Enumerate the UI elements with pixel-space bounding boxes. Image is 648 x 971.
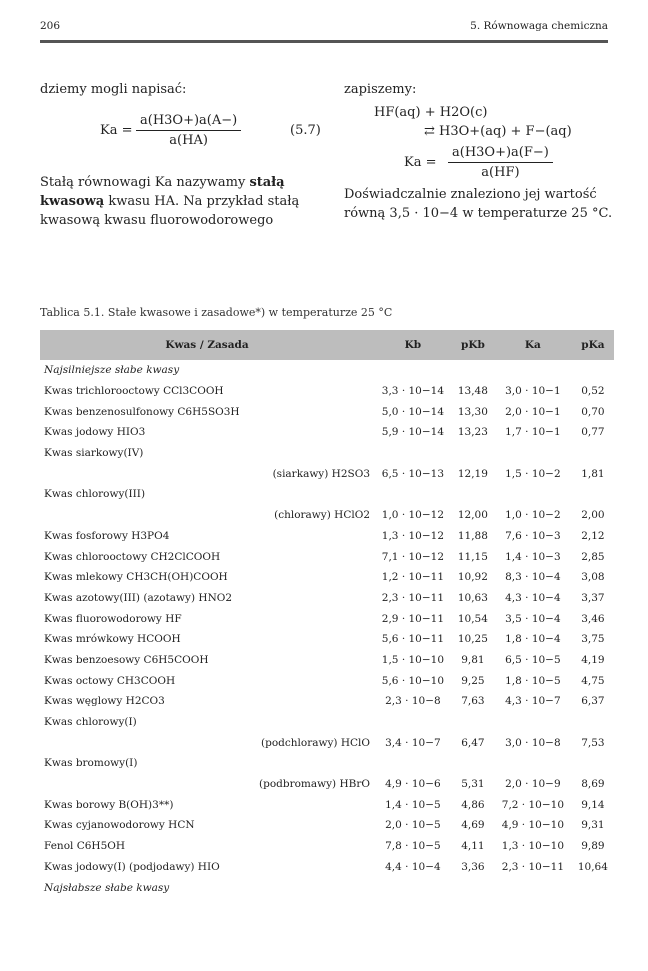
ka-value: 4,3 · 10−7: [505, 695, 561, 708]
right-paragraph: Doświadczalnie znaleziono jej wartość równą 3,5 · 10−4 w temperaturze 25 °C.: [344, 187, 613, 221]
table-row: [40, 526, 614, 547]
table-row: [40, 836, 614, 857]
table-row: [40, 670, 614, 691]
table-row: [40, 691, 614, 712]
kb-value: 4,4 · 10−4: [385, 860, 441, 873]
kb-value: 3,3 · 10−14: [381, 385, 445, 398]
kb-value: 5,6 · 10−11: [381, 633, 445, 646]
pka-value: 2,85: [581, 550, 605, 563]
pkb-value: 11,88: [457, 529, 488, 542]
pkb-value: 12,00: [457, 509, 488, 522]
pka-value: [572, 753, 614, 774]
page-header: [40, 20, 608, 34]
pka-value: 9,14: [581, 798, 605, 811]
pka-value: [572, 712, 614, 733]
pkb-value: [452, 753, 494, 774]
category-row-weak: [40, 877, 614, 898]
header-rule: [40, 40, 608, 43]
reaction-line-2: ⇄ H3O+(aq) + F−(aq): [424, 124, 572, 139]
eq-fraction: [136, 111, 241, 150]
pkb-value: 4,86: [461, 798, 485, 811]
table-row: [40, 463, 614, 484]
pkb-value: 4,11: [461, 840, 485, 853]
acid-name: (chlorawy) HClO2: [274, 509, 370, 522]
kb-value: 1,0 · 10−12: [381, 509, 445, 522]
right-intro: zapiszemy:: [344, 82, 417, 97]
right-column: [344, 80, 614, 223]
ka-value: 6,5 · 10−5: [505, 653, 561, 666]
category-weak: Najsłabsze słabe kwasy: [44, 881, 170, 894]
left-p1-bold: stałą kwasową: [40, 175, 285, 209]
pka-value: 6,37: [581, 695, 605, 708]
category-row-strong: [40, 360, 614, 381]
table-header-row: [40, 330, 614, 360]
kb-value: 4,9 · 10−6: [385, 778, 441, 791]
table-row: [40, 857, 614, 878]
table-row: [40, 381, 614, 402]
reaction-line-1: HF(aq) + H2O(c): [374, 105, 488, 120]
equation-5-7: [40, 99, 332, 163]
kb-value: 3,4 · 10−7: [385, 736, 441, 749]
eq2-denominator: a(HF): [481, 165, 520, 180]
kb-value: 2,3 · 10−8: [385, 695, 441, 708]
equation-ka-hf: [344, 141, 614, 185]
kb-value: [374, 443, 452, 464]
acid-name: Kwas chlorooctowy CH2ClCOOH: [44, 550, 221, 563]
pka-value: 3,75: [581, 633, 605, 646]
pkb-value: [452, 484, 494, 505]
table-row: [40, 484, 614, 505]
col-header-ka: Ka: [494, 330, 572, 360]
table-row: [40, 567, 614, 588]
table-row: [40, 401, 614, 422]
pka-value: 0,70: [581, 405, 605, 418]
ka-value: 1,3 · 10−10: [501, 840, 564, 853]
pka-value: 9,89: [581, 840, 605, 853]
pka-value: 3,46: [581, 612, 605, 625]
kb-value: 7,1 · 10−12: [381, 550, 445, 563]
left-p1: Stałą równowagi Ka nazywamy: [40, 175, 246, 190]
acid-name: Kwas mrówkowy HCOOH: [44, 633, 181, 646]
kb-value: 1,4 · 10−5: [385, 798, 441, 811]
ka-value: 3,0 · 10−8: [505, 736, 561, 749]
pkb-value: 5,31: [461, 778, 485, 791]
pkb-value: 9,25: [461, 674, 485, 687]
pkb-value: 10,54: [457, 612, 488, 625]
kb-value: 1,3 · 10−12: [381, 529, 445, 542]
acid-name: Kwas benzoesowy C6H5COOH: [44, 653, 209, 666]
table-row: [40, 650, 614, 671]
category-strong: Najsilniejsze słabe kwasy: [44, 364, 180, 377]
acid-constants-table: [40, 330, 614, 898]
ka-value: 7,2 · 10−10: [501, 798, 564, 811]
pkb-value: [452, 443, 494, 464]
pkb-value: [452, 712, 494, 733]
acid-name: Kwas benzenosulfonowy C6H5SO3H: [44, 405, 240, 418]
pka-value: 8,69: [581, 778, 605, 791]
table-row: [40, 422, 614, 443]
left-p2: kwasu HA. Na przykład stałą kwasową kwasu fluorowodorowego: [40, 194, 300, 228]
acid-name: Kwas jodowy(I) (podjodawy) HIO: [44, 860, 220, 873]
left-column: [40, 80, 332, 230]
ka-value: [494, 712, 572, 733]
pkb-value: 11,15: [457, 550, 488, 563]
acid-name: Kwas cyjanowodorowy HCN: [44, 819, 195, 832]
kb-value: [374, 484, 452, 505]
eq-denominator: a(HA): [169, 133, 208, 148]
ka-value: 2,0 · 10−1: [505, 405, 561, 418]
table-row: [40, 443, 614, 464]
ka-value: 1,8 · 10−5: [505, 674, 561, 687]
col-header-pka: pKa: [572, 330, 614, 360]
pka-value: [572, 484, 614, 505]
ka-value: [494, 753, 572, 774]
pka-value: 1,81: [581, 467, 605, 480]
table-row: [40, 608, 614, 629]
pkb-value: 3,36: [461, 860, 485, 873]
table-row: [40, 588, 614, 609]
kb-value: 5,0 · 10−14: [381, 405, 445, 418]
kb-value: 5,9 · 10−14: [381, 426, 445, 439]
pka-value: 2,12: [581, 529, 605, 542]
ka-value: 3,0 · 10−1: [505, 385, 561, 398]
pka-value: 7,53: [581, 736, 605, 749]
eq-numerator: a(H3O+)a(A−): [136, 111, 241, 131]
kb-value: [374, 712, 452, 733]
pkb-value: 10,92: [457, 571, 488, 584]
table-row: [40, 794, 614, 815]
pkb-value: 10,63: [457, 591, 488, 604]
pka-value: 4,19: [581, 653, 605, 666]
pkb-value: 13,23: [457, 426, 488, 439]
ka-value: 2,0 · 10−9: [505, 778, 561, 791]
acid-name: (podchlorawy) HClO: [261, 736, 370, 749]
kb-value: 2,9 · 10−11: [381, 612, 445, 625]
eq-number: (5.7): [290, 123, 321, 138]
pkb-value: 9,81: [461, 653, 485, 666]
ka-value: 8,3 · 10−4: [505, 571, 561, 584]
acid-name: Kwas chlorowy(III): [44, 488, 146, 501]
ka-value: 1,0 · 10−2: [505, 509, 561, 522]
table-row: [40, 732, 614, 753]
eq2-lhs: Ka =: [404, 155, 437, 170]
pkb-value: 10,25: [457, 633, 488, 646]
kb-value: 6,5 · 10−13: [381, 467, 445, 480]
left-intro: dziemy mogli napisać:: [40, 82, 187, 97]
pka-value: 0,52: [581, 385, 605, 398]
ka-value: 1,7 · 10−1: [505, 426, 561, 439]
ka-value: 3,5 · 10−4: [505, 612, 561, 625]
kb-value: 1,2 · 10−11: [381, 571, 445, 584]
pka-value: 10,64: [577, 860, 608, 873]
ka-value: 4,9 · 10−10: [501, 819, 564, 832]
kb-value: 5,6 · 10−10: [381, 674, 445, 687]
table-row: [40, 753, 614, 774]
acid-name: Kwas azotowy(III) (azotawy) HNO2: [44, 591, 233, 604]
table-row: [40, 505, 614, 526]
acid-name: Fenol C6H5OH: [44, 840, 126, 853]
kb-value: 7,8 · 10−5: [385, 840, 441, 853]
left-paragraph: [40, 173, 332, 230]
pkb-value: 13,48: [457, 385, 488, 398]
pkb-value: 13,30: [457, 405, 488, 418]
acid-name: (siarkawy) H2SO3: [272, 467, 370, 480]
acid-name: Kwas węglowy H2CO3: [44, 695, 165, 708]
table-row: [40, 712, 614, 733]
acid-name: Kwas jodowy HIO3: [44, 426, 146, 439]
ka-value: 1,8 · 10−4: [505, 633, 561, 646]
ka-value: 4,3 · 10−4: [505, 591, 561, 604]
pka-value: 3,37: [581, 591, 605, 604]
col-header-acid: Kwas / Zasada: [40, 330, 374, 360]
pkb-value: 7,63: [461, 695, 485, 708]
acid-name: Kwas fosforowy H3PO4: [44, 529, 170, 542]
chapter-title: 5. Równowaga chemiczna: [470, 20, 608, 32]
ka-value: 2,3 · 10−11: [501, 860, 564, 873]
col-header-pkb: pKb: [452, 330, 494, 360]
kb-value: 2,0 · 10−5: [385, 819, 441, 832]
acid-name: Kwas octowy CH3COOH: [44, 674, 176, 687]
pkb-value: 12,19: [457, 467, 488, 480]
ka-value: [494, 443, 572, 464]
acid-name: Kwas mlekowy CH3CH(OH)COOH: [44, 571, 228, 584]
table-row: [40, 629, 614, 650]
pka-value: 2,00: [581, 509, 605, 522]
col-header-kb: Kb: [374, 330, 452, 360]
table-row: [40, 546, 614, 567]
table-row: [40, 774, 614, 795]
table-caption: Tablica 5.1. Stałe kwasowe i zasadowe*) w temperaturze 25 °C: [40, 306, 393, 319]
acid-name: Kwas borowy B(OH)3**): [44, 798, 174, 811]
ka-value: 7,6 · 10−3: [505, 529, 561, 542]
pka-value: 4,75: [581, 674, 605, 687]
pka-value: 3,08: [581, 571, 605, 584]
pkb-value: 6,47: [461, 736, 485, 749]
table-body: [40, 360, 614, 898]
acid-name: Kwas trichlorooctowy CCl3COOH: [44, 385, 224, 398]
ka-value: [494, 484, 572, 505]
kb-value: 2,3 · 10−11: [381, 591, 445, 604]
eq2-fraction: [448, 143, 553, 182]
page-number: 206: [40, 20, 61, 32]
acid-name: Kwas fluorowodorowy HF: [44, 612, 182, 625]
pka-value: [572, 443, 614, 464]
acid-name: Kwas siarkowy(IV): [44, 447, 144, 460]
pka-value: 0,77: [581, 426, 605, 439]
table-row: [40, 815, 614, 836]
kb-value: 1,5 · 10−10: [381, 653, 445, 666]
acid-name: (podbromawy) HBrO: [259, 778, 370, 791]
pkb-value: 4,69: [461, 819, 485, 832]
pka-value: 9,31: [581, 819, 605, 832]
acid-name: Kwas bromowy(I): [44, 757, 138, 770]
ka-value: 1,5 · 10−2: [505, 467, 561, 480]
eq2-numerator: a(H3O+)a(F−): [448, 143, 553, 163]
acid-name: Kwas chlorowy(I): [44, 716, 137, 729]
kb-value: [374, 753, 452, 774]
ka-value: 1,4 · 10−3: [505, 550, 561, 563]
eq-lhs: Ka =: [100, 123, 133, 138]
